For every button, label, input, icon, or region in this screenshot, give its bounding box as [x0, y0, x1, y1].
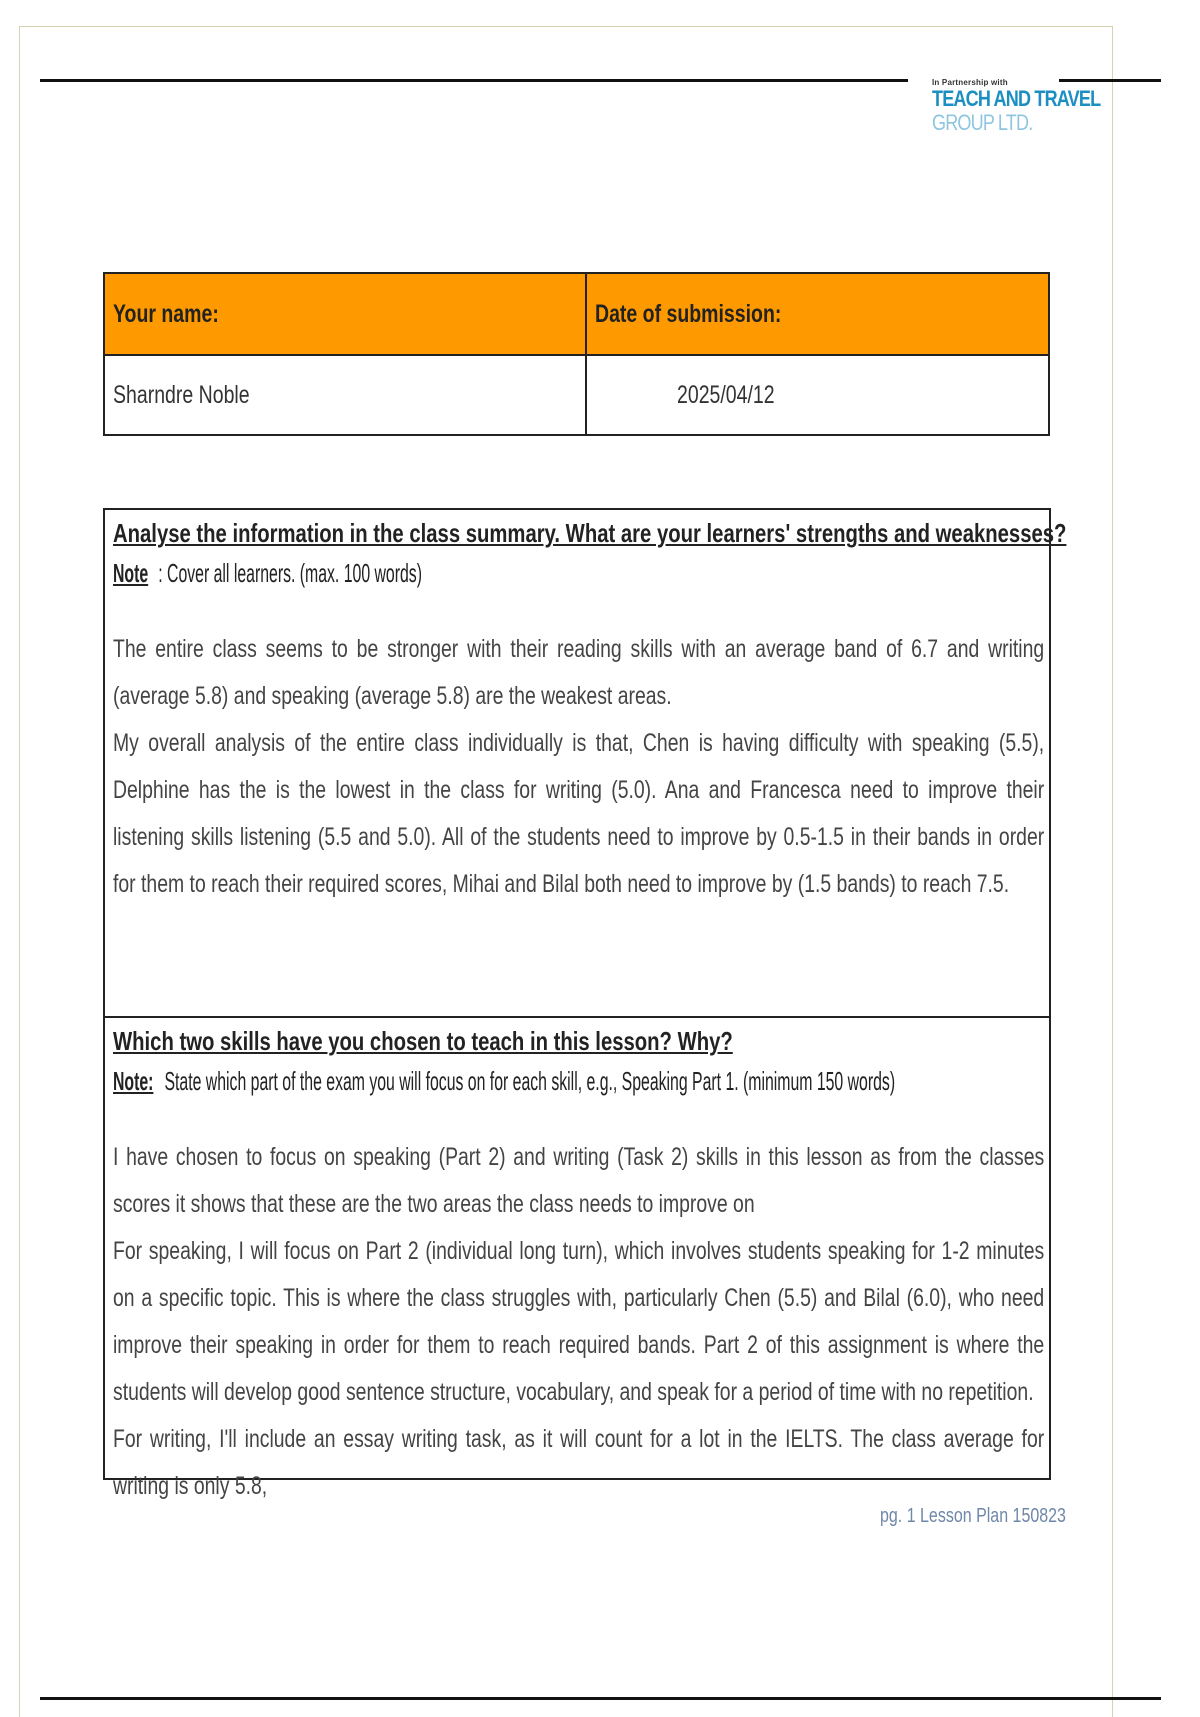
page-footer: pg. 1 Lesson Plan 150823	[880, 1505, 1066, 1527]
section2-note-text: State which part of the exam you will focus on for each skill, e.g., Speaking Part 1. (minimum 150 words)	[164, 1066, 896, 1096]
header-rule-left	[40, 79, 908, 82]
logo-title: TEACH AND TRAVEL	[932, 86, 1101, 111]
section1-note-text: : Cover all learners. (max. 100 words)	[158, 558, 422, 588]
section2-paragraph: For writing, I'll include an essay writing task, as it will count for a lot in the IELTS. The class average for writing is only 5.8,	[113, 1425, 1045, 1500]
logo-subtitle: GROUP LTD.	[932, 110, 1033, 135]
info-header-row	[104, 273, 1049, 355]
section2-note	[113, 1066, 1049, 1106]
header-rule-right	[1059, 79, 1161, 82]
section2-question: Which two skills have you chosen to teach in this lesson? Why?	[113, 1026, 733, 1056]
section1-answer	[113, 626, 1044, 908]
company-logo	[932, 78, 1101, 135]
date-value: 2025/04/12	[677, 380, 775, 409]
name-value-cell	[104, 355, 586, 435]
name-value: Sharndre Noble	[113, 380, 250, 409]
section2-paragraph: For speaking, I will focus on Part 2 (individual long turn), which involves students speaking for 1-2 minutes on a specific topic. This is where the class struggles with, particularly Chen (5.5) and Bilal (6.0), who need improve their speaking in order for them to reach required bands. Part 2 of this assignment is where the students will develop good sentence structure, vocabulary, and speak for a period of time with no repetition.	[113, 1237, 1045, 1406]
section1-paragraph: The entire class seems to be stronger with their reading skills with an average band of 6.7 and writing (average 5.8) and speaking (average 5.8) are the weakest areas.	[113, 635, 1045, 710]
section2-note-label: Note:	[113, 1066, 154, 1096]
section1-question: Analyse the information in the class summary. What are your learners' strengths and weaknesses?	[113, 518, 1067, 548]
name-label-cell	[104, 273, 586, 355]
info-value-row	[104, 355, 1049, 435]
logo-partnership-text: In Partnership with	[932, 78, 1008, 87]
strengths-weaknesses-section	[103, 508, 1067, 1018]
date-value-cell	[586, 355, 1049, 435]
submission-info-table	[103, 272, 1050, 436]
section1-paragraph: My overall analysis of the entire class individually is that, Chen is having difficulty with speaking (5.5), Delphine has the is the lowest in the class for writing (5.0). Ana and Francesca need to improve their listening skills listening (5.5 and 5.0). All of the students need to improve by 0.5-1.5 in their bands in order for them to reach their required scores, Mihai and Bilal both need to improve by (1.5 bands) to reach 7.5.	[113, 729, 1045, 898]
chosen-skills-section	[103, 1018, 1051, 1500]
date-label: Date of submission:	[595, 299, 782, 328]
section1-note	[113, 558, 1049, 598]
section2-paragraph: I have chosen to focus on speaking (Part 2) and writing (Task 2) skills in this lesson as from the classes scores it shows that these are the two areas the class needs to improve on	[113, 1143, 1045, 1218]
section2-answer	[113, 1134, 1044, 1510]
date-label-cell	[586, 273, 1049, 355]
section1-note-label: Note	[113, 558, 149, 588]
name-label: Your name:	[113, 299, 219, 328]
